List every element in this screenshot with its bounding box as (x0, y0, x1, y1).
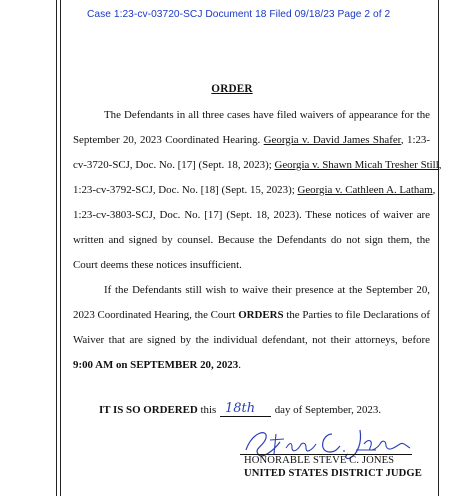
right-margin-rule (438, 0, 439, 496)
case-citation-still: Georgia v. Shawn Micah Tresher Still (274, 159, 439, 171)
judge-name: HONORABLE STEVE C. JONES (244, 455, 395, 466)
left-margin-rule-inner (60, 0, 61, 496)
deadline-text: 9:00 AM on SEPTEMBER 20, 2023 (73, 359, 239, 371)
paragraph-1-line-3: cv-3720-SCJ, Doc. No. [17] (Sept. 18, 2023); Georgia v. Shawn Micah Tresher Still, (73, 159, 442, 171)
case-citation-shafer: Georgia v. David James Shafer (263, 134, 401, 146)
paragraph-1-line-4: 1:23-cv-3792-SCJ, Doc. No. [18] (Sept. 15, 2023); Georgia v. Cathleen A. Latham, (73, 184, 436, 196)
paragraph-2-line-2: 2023 Coordinated Hearing, the Court ORDERS the Parties to file Declarations of (73, 309, 430, 321)
paragraph-2-line-3: Waiver that are signed by the individual defendant, not their attorneys, before (73, 334, 430, 346)
paragraph-1-line-7: Court deems these notices insufficient. (73, 259, 242, 271)
handwritten-day (223, 398, 267, 416)
judge-title: UNITED STATES DISTRICT JUDGE (244, 468, 422, 479)
paragraph-1-line-5: 1:23-cv-3803-SCJ, Doc. No. [17] (Sept. 18, 2023). These notices of waiver are (73, 209, 430, 221)
paragraph-2-line-4: 9:00 AM on SEPTEMBER 20, 2023. (73, 359, 241, 371)
paragraph-2-line-1: If the Defendants still wish to waive their presence at the September 20, (104, 284, 430, 296)
order-title: ORDER (211, 83, 253, 95)
paragraph-1-line-6: written and signed by counsel. Because the Defendants do not sign them, the (73, 234, 430, 246)
case-header-stamp: Case 1:23-cv-03720-SCJ Document 18 Filed 09/18/23 Page 2 of 2 (87, 9, 391, 20)
case-citation-latham: Georgia v. Cathleen A. Latham (297, 184, 433, 196)
paragraph-1-line-2: September 20, 2023 Coordinated Hearing. Georgia v. David James Shafer, 1:23- (73, 134, 430, 146)
paragraph-1-line-1: The Defendants in all three cases have filed waivers of appearance for the (104, 109, 430, 121)
handwritten-day-field (220, 401, 271, 417)
orders-keyword: ORDERS (238, 309, 284, 321)
so-ordered-line: IT IS SO ORDERED this 18th day of September, 2023. (99, 404, 381, 417)
left-margin-rule-outer (56, 0, 57, 496)
svg-text:18th: 18th (224, 401, 256, 416)
so-ordered-lead: IT IS SO ORDERED (99, 404, 198, 416)
